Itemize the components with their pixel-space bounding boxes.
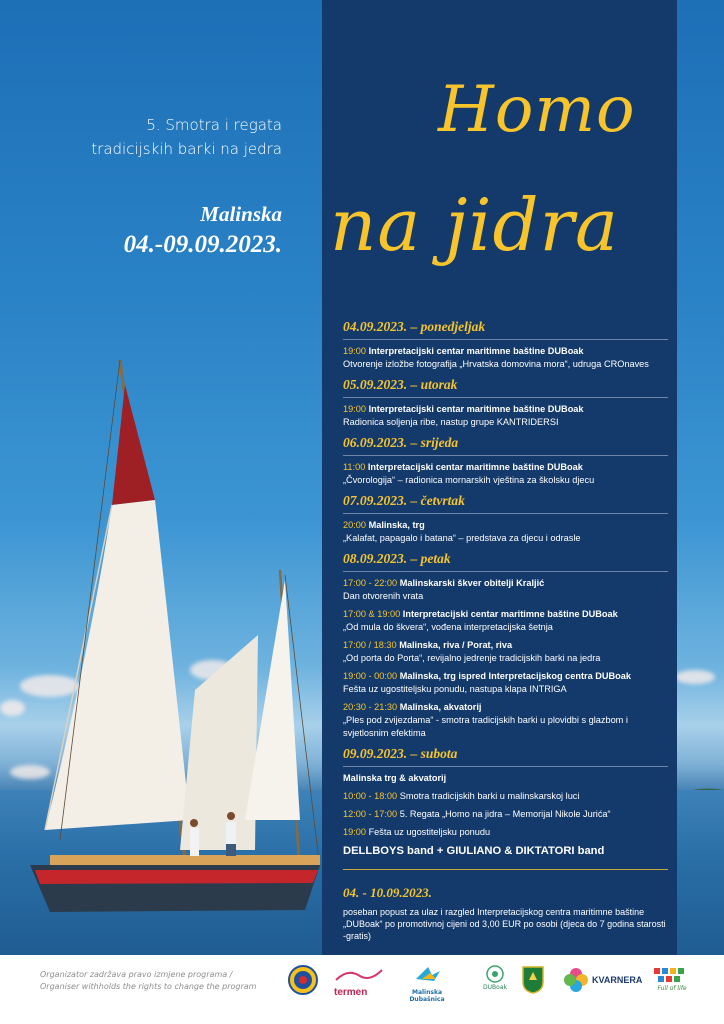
event-venue: Interpretacijski centar maritimne baštine DUBoak [402,609,618,619]
event-city: Malinska [200,202,282,226]
cloud [675,670,715,684]
kvarnera-flower-icon [563,967,589,993]
malinska-dubasnica-logo [396,965,458,1001]
program-event [343,577,668,603]
program-event [343,639,668,665]
duboak-logo [480,965,510,1003]
day-heading: 08.09.2023. – petak [343,551,451,566]
event-description: „Od mula do škvera“, vođena interpretacijska šetnja [343,622,553,632]
event-time: 17:00 / 18:30 [343,640,397,650]
event-title-line-1: Homo [438,73,636,147]
program-event [343,790,668,803]
promo-dates: 04. - 10.09.2023. [343,885,432,900]
program-event [343,461,668,487]
termen-text: termen [334,987,368,998]
croatia-full-of-life-logo [652,966,692,1000]
duboak-logo-text: DUBoak [483,984,507,991]
croatia-checker-icon [652,966,692,984]
event-description: Otvorenje izložbe fotografija „Hrvatska domovina mora“, udruga CROnaves [343,359,649,369]
event-location-dates [124,200,282,262]
event-time: 11:00 [343,462,366,472]
event-venue: Malinska, riva / Porat, riva [399,640,513,650]
subtitle-line-2: tradicijskih barki na jedra [91,140,282,158]
event-description: Fešta uz ugostiteljsku ponudu, nastupa klapa INTRIGA [343,684,567,694]
event-venue: Malinskarski škver obitelji Kraljić [399,578,545,588]
malinska-bird-icon [396,965,458,983]
event-venue: Interpretacijski centar maritimne baštine DUBoak [367,462,583,472]
day-divider [343,513,668,514]
event-description: Fešta uz ugostiteljsku ponudu [368,827,491,837]
program-event [343,826,668,839]
kvarnera-text: KVARNERA [592,975,643,985]
event-time: 19:00 [343,404,366,414]
event-time: 19:00 - 00:00 [343,671,398,681]
event-description: „Od porta do Porta“, revijalno jedrenje tradicijskih barki na jedra [343,653,601,663]
event-time: 12:00 - 17:00 [343,809,398,819]
event-time: 19:00 [343,827,366,837]
day-heading: 06.09.2023. – srijeda [343,435,459,450]
day-divider [343,397,668,398]
program-schedule [343,318,668,942]
event-venue: Malinska trg & akvatorij [343,773,447,783]
event-description: „Ples pod zvijezdama“ - smotra tradicijskih barki u plovidbi s glazbom i svjetlosnim efektima [343,715,628,738]
event-description: „Kalafat, papagalo i batana“ – predstava za djecu i odrasle [343,533,581,543]
kvarnera-logo [563,967,643,997]
croatia-logo-text: Full of life [657,985,687,992]
duboak-circle-icon [480,965,510,983]
event-description: Smotra tradicijskih barki u malinskarskoj luci [399,791,580,801]
day-divider [343,455,668,456]
event-venue: Interpretacijski centar maritimne baštine DUBoak [368,346,584,356]
notice-line-2: Organiser withholds the rights to change the program [40,982,257,991]
promo-text: poseban popust za ulaz i razgled Interpretacijskog centra maritimne baštine „DUBoak“ po promotivnoj cijeni od 3,00 EUR po osobi (djeca do 7 godina starosti -gratis) [343,907,666,941]
program-event [343,345,668,371]
program-event [343,701,668,740]
subtitle-line-1: 5. Smotra i regata [146,116,282,134]
event-time: 17:00 - 22:00 [343,578,398,588]
bands-lineup: DELLBOYS band + GIULIANO & DIKTATORI band [343,845,605,857]
day-divider [343,339,668,340]
program-event [343,808,668,821]
day-heading: 04.09.2023. – ponedjeljak [343,319,486,334]
program-event [343,403,668,429]
change-notice [40,969,280,993]
event-description: Radionica soljenja ribe, nastup grupe KANTRIDERSI [343,417,559,427]
day-divider [343,571,668,572]
event-venue: Malinska, trg [368,520,425,530]
event-venue: Malinska, akvatorij [399,702,482,712]
program-event [343,670,668,696]
day-heading: 05.09.2023. – utorak [343,377,458,392]
notice-line-1: Organizator zadržava pravo izmjene programa / [40,970,233,979]
termen-wave-icon [334,968,384,982]
event-time: 20:30 - 21:30 [343,702,398,712]
sailboat-illustration [0,350,330,930]
program-event [343,772,668,785]
promo-divider [343,869,668,870]
termen-logo [334,968,384,998]
event-venue: Interpretacijski centar maritimne baštine DUBoak [368,404,584,414]
event-title-line-2: na jidra [330,183,619,267]
program-event [343,608,668,634]
event-subtitle [42,113,282,161]
event-time: 19:00 [343,346,366,356]
coat-of-arms-icon [522,966,544,994]
event-dates: 04.-09.09.2023. [123,231,282,258]
event-description: „Čvorologija“ – radionica mornarskih vještina za školsku djecu [343,475,595,485]
event-description: 5. Regata „Homo na jidra – Memorijal Nikole Jurića“ [399,809,611,819]
footer [0,955,724,1024]
day-heading: 09.09.2023. – subota [343,746,458,761]
event-time: 10:00 - 18:00 [343,791,398,801]
malinska-logo-text: Malinska Dubašnica [409,989,445,1003]
program-event [343,519,668,545]
event-venue: Malinska, trg ispred Interpretacijskog centra DUBoak [399,671,632,681]
event-description: Dan otvorenih vrata [343,591,424,601]
club-emblem-logo [288,964,318,998]
day-divider [343,766,668,767]
event-time: 17:00 & 19:00 [343,609,401,619]
event-time: 20:00 [343,520,366,530]
day-heading: 07.09.2023. – četvrtak [343,493,465,508]
